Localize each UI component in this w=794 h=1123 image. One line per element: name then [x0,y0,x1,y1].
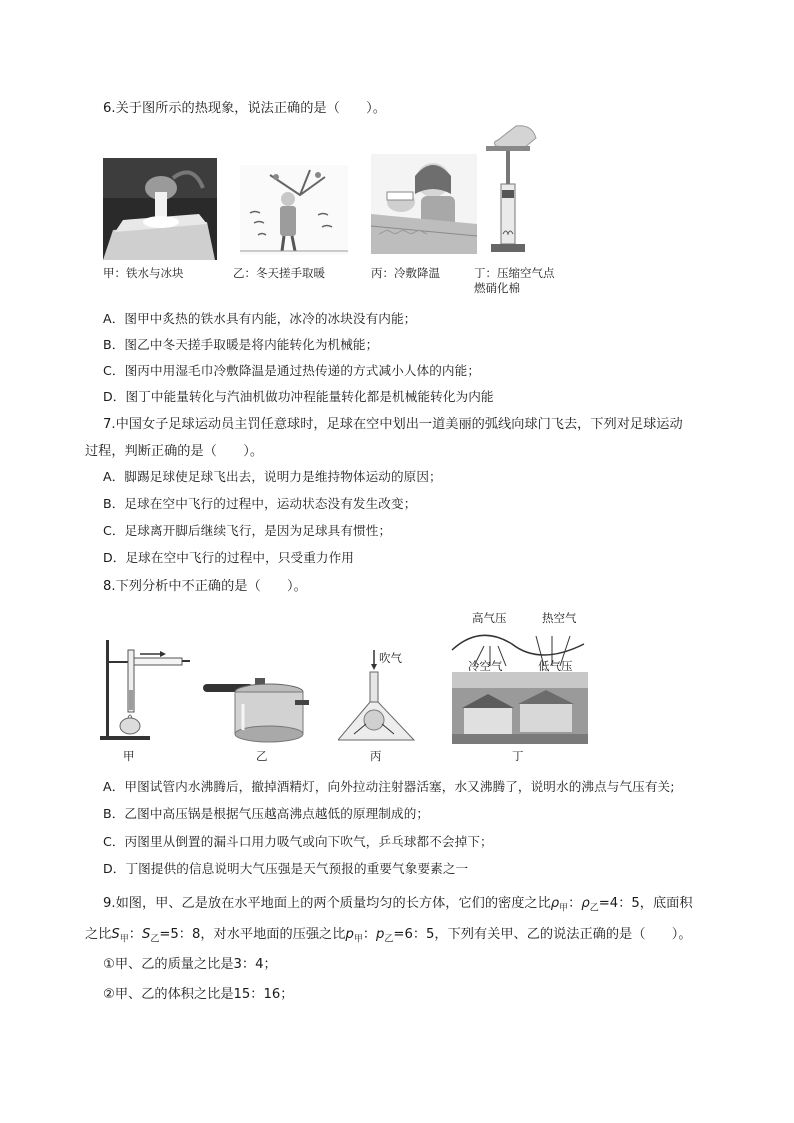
q8-option-a: A．甲图试管内水沸腾后，撤掉酒精灯，向外拉动注射器活塞，水又沸腾了，说明水的沸点与气压有关; [103,779,675,794]
q6-caption-bing: 丙：冷敷降温 [371,266,440,280]
q7-option-c: C．足球离开脚后继续飞行，是因为足球具有惯性； [103,523,392,538]
q9-statement-1: ①甲、乙的质量之比是3：4； [103,957,277,972]
q6-caption-yi: 乙：冬天搓手取暖 [233,266,325,280]
q6-option-b: B．图乙中冬天搓手取暖是将内能转化为机械能； [103,337,379,352]
q6-caption-ding-1: 丁：压缩空气点 [474,266,555,280]
q9-statement-2: ②甲、乙的体积之比是15：16； [103,987,294,1002]
q7-option-a: A．脚踢足球使足球飞出去，说明力是维持物体运动的原因； [103,469,442,484]
q8-caption-yi: 乙 [256,749,268,763]
q7-option-b: B．足球在空中飞行的过程中，运动状态没有发生改变； [103,496,417,511]
q8-caption-low-pressure: 低气压 [538,659,573,673]
q8-caption-bing: 丙 [370,749,382,763]
q6-option-c: C．图丙中用湿毛巾冷敷降温是通过热传递的方式减小人体的内能； [103,363,481,378]
q8-figure-bing [338,648,418,744]
q7-stem-line1: 7.中国女子足球运动员主罚任意球时，足球在空中划出一道美丽的弧线向球门飞去，下列对足球运动 [103,417,683,432]
q9-stem-line1: 9.如图，甲、乙是放在水平地面上的两个质量均匀的长方体，它们的密度之比$\rho_甲$：$\rho_乙=4$：5，底面积 [103,896,693,914]
q8-figure-yi [203,674,311,746]
q6-option-d: D．图丁中能量转化与汽油机做功冲程能量转化都是机械能转化为内能 [103,389,494,404]
q6-option-a: A．图甲中炙热的铁水具有内能，冰冷的冰块没有内能； [103,311,417,326]
q6-figure-yi [240,165,348,255]
q8-caption-ding: 丁 [512,749,524,763]
q8-option-c: C．丙图里从倒置的漏斗口用力吸气或向下吹气，乒乓球都不会掉下； [103,834,493,849]
q6-stem: 6.关于图所示的热现象，说法正确的是（ ）。 [103,101,386,116]
q8-caption-hot-air: 热空气 [542,611,577,625]
q6-figure-jia [103,158,217,260]
q8-figure-jia [100,632,192,744]
q6-caption-jia: 甲：铁水与冰块 [103,266,184,280]
q8-caption-high-pressure: 高气压 [472,611,507,625]
q8-caption-jia: 甲 [123,749,135,763]
q8-stem: 8.下列分析中不正确的是（ ）。 [103,579,307,594]
q9-stem-line2: 之比$S_甲$：$S_乙=5$：8，对水平地面的压强之比$p_甲$：$p_乙=6$：5，下列有关甲、乙的说法正确的是（ ）。 [85,927,692,945]
q6-figure-bing [371,154,477,254]
q6-caption-ding-2: 燃硝化棉 [474,281,520,295]
q8-option-b: B．乙图中高压锅是根据气压越高沸点越低的原理制成的； [103,806,430,821]
q8-figure-ding [448,622,588,746]
q6-figure-ding [486,124,542,256]
q8-caption-cold-air: 冷空气 [468,659,503,673]
q8-option-d: D．丁图提供的信息说明大气压强是天气预报的重要气象要素之一 [103,861,469,876]
q8-caption-blow: 吹气 [379,651,402,665]
q7-option-d: D．足球在空中飞行的过程中，只受重力作用 [103,550,354,565]
q7-stem-line2: 过程，判断正确的是（ ）。 [85,444,264,459]
